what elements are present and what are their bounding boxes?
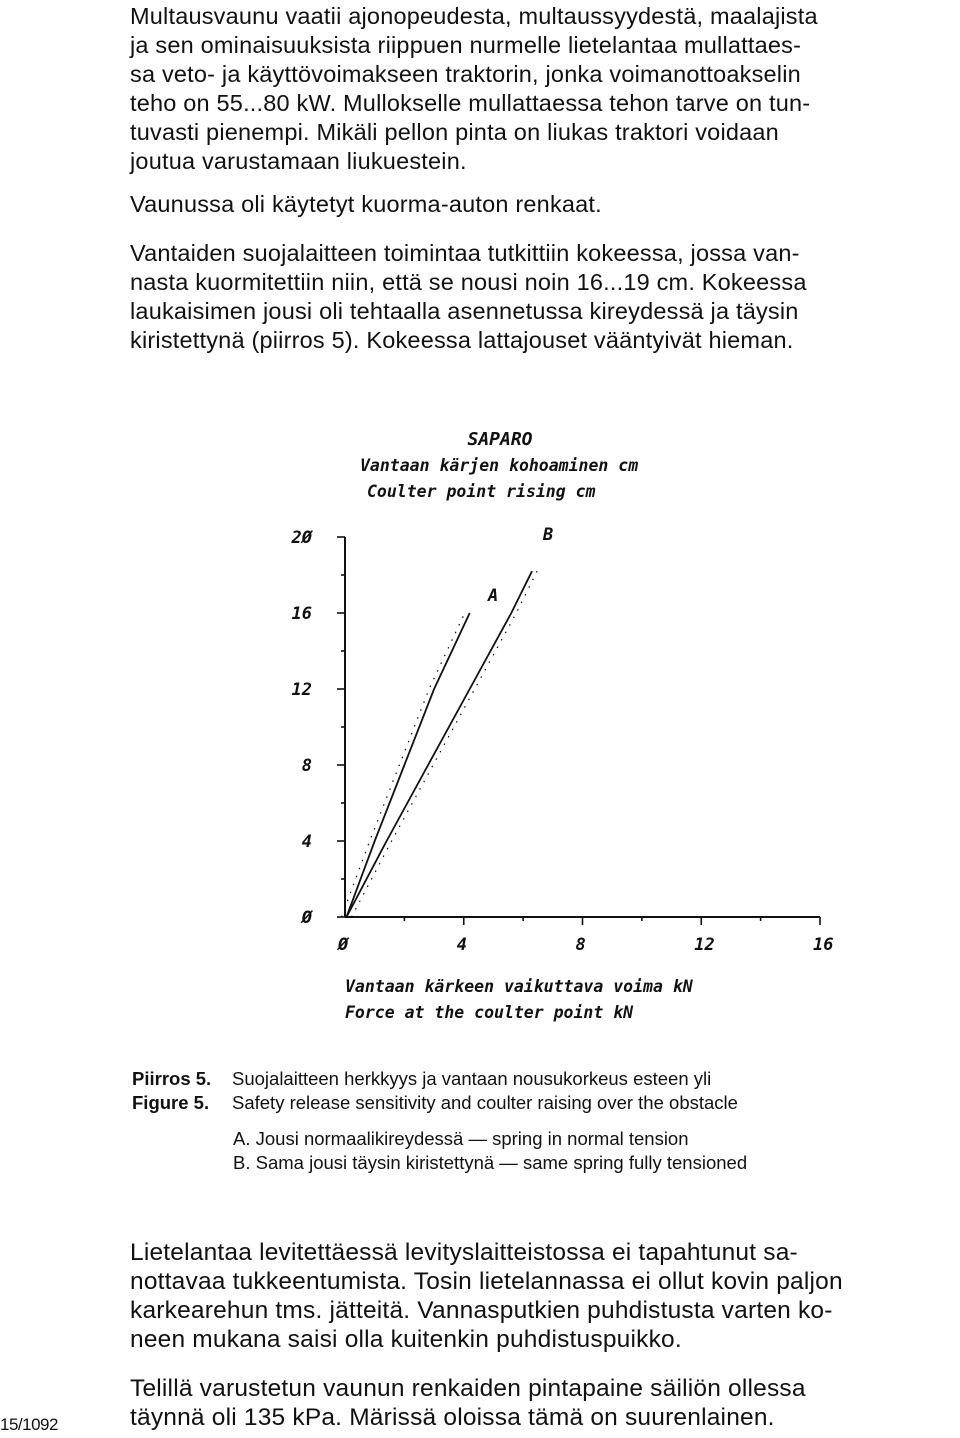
chart-y-tick-labels — [291, 528, 314, 928]
paragraph-coulter-safety-test — [130, 239, 930, 355]
figure-caption-en — [132, 1091, 738, 1115]
caption-text-fi: Suojalaitteen herkkyys ja vantaan nousukorkeus esteen yli — [232, 1068, 712, 1089]
text-line: joutua varustamaan liukuestein. — [130, 148, 467, 174]
chart-x-tick-labels — [336, 935, 833, 955]
text-line: nasta kuormitettiin niin, että se nousi noin 16...19 cm. Kokeessa — [130, 269, 807, 295]
x-tick-label: Ø — [338, 935, 349, 955]
paragraph-tyre-pressure — [130, 1374, 930, 1432]
series-line-b — [347, 571, 533, 917]
text-line: ja sen ominaisuuksista riippuen nurmelle lietelantaa mullattaes- — [130, 32, 802, 58]
text-line: karkearehun tms. jätteitä. Vannasputkien puhdistusta varten ko- — [130, 1297, 833, 1324]
caption-text-en: Safety release sensitivity and coulter raising over the obstacle — [232, 1092, 738, 1113]
y-tick-label: 2Ø — [291, 528, 312, 548]
text-line: nottavaa tukkeentumista. Tosin lietelannassa ei ollut kovin paljon — [130, 1268, 843, 1295]
y-tick-label: 12 — [291, 680, 312, 700]
figure-5-chart — [260, 420, 880, 1030]
series-dots-b — [352, 571, 538, 917]
x-tick-label: 12 — [694, 935, 715, 955]
legend-b: B. Sama jousi täysin kiristettynä — same spring fully tensioned — [233, 1152, 748, 1173]
caption-label-en: Figure 5. — [132, 1092, 210, 1113]
page-number: 15/1092 — [0, 1415, 58, 1434]
text-line: laukaisimen jousi oli tehtaalla asennetussa kireydessä ja täysin — [130, 298, 799, 324]
series-label-b: B — [543, 525, 554, 545]
y-tick-label: 8 — [301, 756, 312, 776]
x-tick-label: 4 — [456, 935, 467, 955]
text-line: tuvasti pienempi. Mikäli pellon pinta on liukas traktori voidaan — [130, 119, 779, 145]
series-dots-a — [342, 613, 465, 917]
x-tick-label: 8 — [575, 935, 586, 955]
chart-series — [342, 571, 538, 917]
text-line: Multausvaunu vaatii ajonopeudesta, multaussyydestä, maalajista — [130, 3, 818, 29]
coulter-rise-chart — [260, 420, 880, 1030]
chart-xlabel-fi: Vantaan kärkeen vaikuttava voima kN — [345, 977, 693, 996]
paragraph-manure-cultivator — [130, 2, 930, 176]
text-line: sa veto- ja käyttövoimakseen traktorin, jonka voimanottoakselin — [130, 61, 801, 87]
y-tick-label: Ø — [301, 908, 312, 928]
text-line: täynnä oli 135 kPa. Märissä oloissa tämä on suurenlainen. — [130, 1404, 775, 1431]
chart-xlabel-en: Force at the coulter point kN — [345, 1003, 634, 1022]
series-line-a — [347, 613, 470, 917]
figure-caption-fi — [132, 1067, 711, 1091]
text-line: kiristettynä (piirros 5). Kokeessa lattajouset vääntyivät hieman. — [130, 327, 794, 353]
paragraph-tyres — [130, 190, 930, 219]
chart-ylabel-fi: Vantaan kärjen kohoaminen cm — [360, 456, 639, 475]
chart-axes — [337, 537, 820, 925]
y-tick-label: 4 — [301, 832, 312, 852]
chart-brand: SAPARO — [467, 429, 533, 450]
legend-a: A. Jousi normaalikireydessä — spring in normal tension — [233, 1128, 689, 1149]
y-tick-label: 16 — [291, 604, 312, 624]
text-line: Vaunussa oli käytetyt kuorma-auton renkaat. — [130, 191, 602, 217]
chart-ylabel-en: Coulter point rising cm — [367, 482, 596, 501]
text-line: Lietelantaa levitettäessä levityslaitteistossa ei tapahtunut sa- — [130, 1239, 798, 1266]
text-line: Telillä varustetun vaunun renkaiden pintapaine säiliön ollessa — [130, 1375, 806, 1402]
paragraph-spreading — [130, 1238, 930, 1354]
caption-label-fi: Piirros 5. — [132, 1068, 212, 1089]
x-tick-label: 16 — [813, 935, 834, 955]
text-line: Vantaiden suojalaitteen toimintaa tutkittiin kokeessa, jossa van- — [130, 240, 800, 266]
text-line: teho on 55...80 kW. Mullokselle mullattaessa tehon tarve on tun- — [130, 90, 811, 116]
text-line: neen mukana saisi olla kuitenkin puhdistuspuikko. — [130, 1326, 682, 1353]
series-label-a: A — [488, 586, 499, 606]
